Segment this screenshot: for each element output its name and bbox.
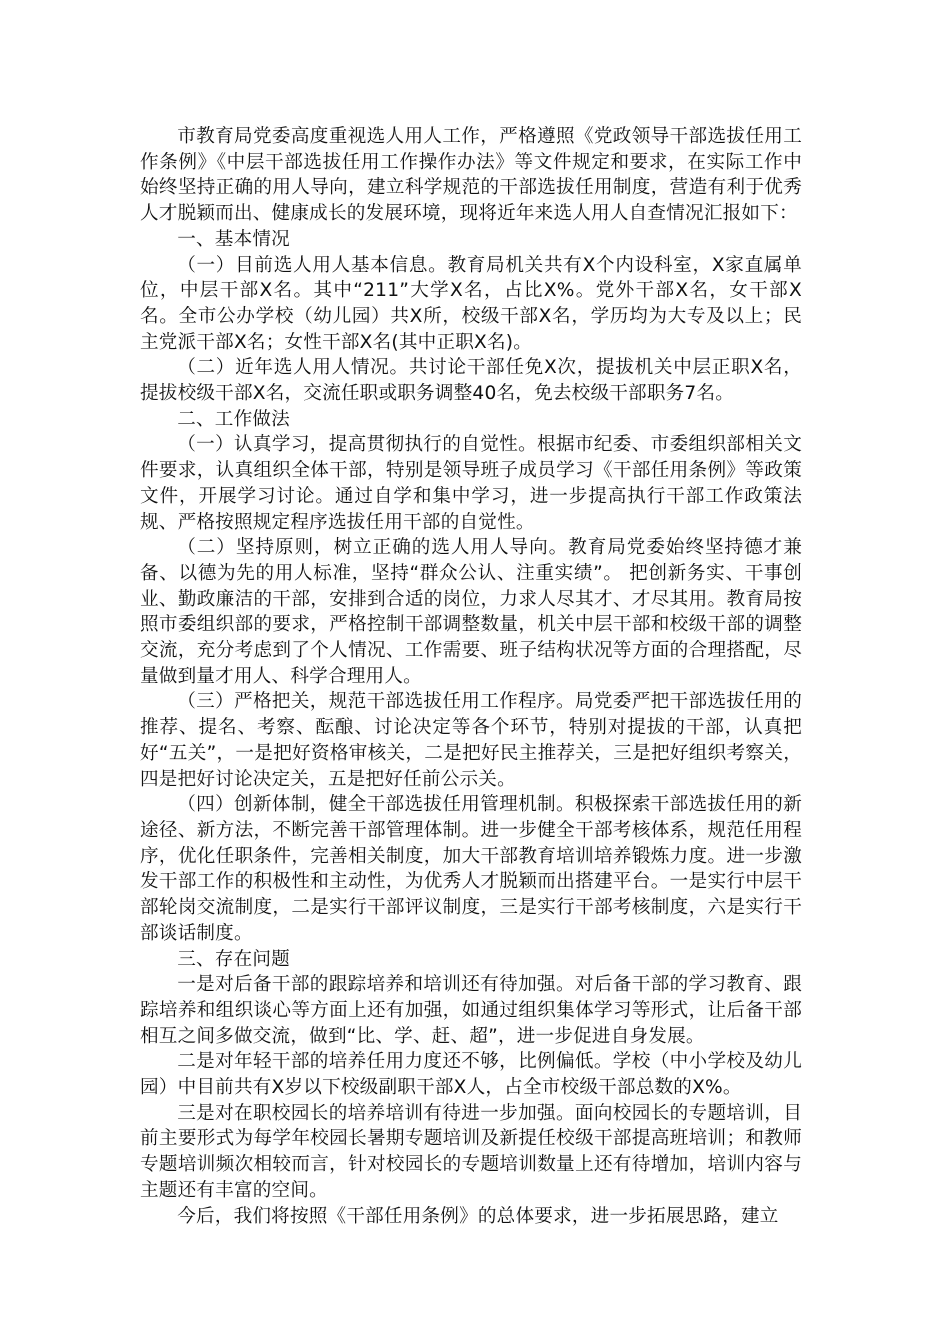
paragraph-innovation: （四）创新体制，健全干部选拔任用管理机制。积极探索干部选拔任用的新途径、新方法，不断完善干部管理体制。进一步健全干部考核体系，规范任用程序，优化任职条件，完善相关制度，加大干部教育培训培养锻炼力度。进一步激发干部工作的积极性和主动性，为优秀人才脱颖而出搭建平台。一是实行中层干部轮岗交流制度，二是实行干部评议制度，三是实行干部考核制度，六是实行干部谈话制度。 [140, 794, 802, 944]
paragraph-study: （一）认真学习，提高贯彻执行的自觉性。根据市纪委、市委组织部相关文件要求，认真组织全体干部，特别是领导班子成员学习《干部任用条例》等政策文件，开展学习讨论。通过自学和集中学习，进一步提高执行干部工作政策法规、严格按照规定程序选拔任用干部的自觉性。 [140, 434, 802, 533]
paragraph-principles: （二）坚持原则，树立正确的选人用人导向。教育局党委始终坚持德才兼备、以德为先的用人标准，坚持“群众公认、注重实绩”。 把创新务实、干事创业、勤政廉洁的干部，安排到合适的岗位，力求人尽其才、才尽其用。教育局按照市委组织部的要求，严格控制干部调整数量，机关中层干部和校级干部的调整交流，充分考虑到了个人情况、工作需要、班子结构状况等方面的合理搭配，尽量做到量才用人、科学合理用人。 [140, 537, 802, 687]
section-heading-problems: 三、存在问题 [177, 948, 290, 970]
paragraph-basic-info: （一）目前选人用人基本信息。教育局机关共有X个内设科室，X家直属单位，中层干部X名。其中“211”大学X名，占比X%。党外干部X名，女干部X名。全市公办学校（幼儿园）共X所，校级干部X名，学历均为大专及以上；民主党派干部X名；女性干部X名(其中正职X名)。 [140, 254, 802, 353]
paragraph-problem-principal-training: 三是对在职校园长的培养培训有待进一步加强。面向校园长的专题培训，目前主要形式为每学年校园长暑期专题培训及新提任校级干部提高班培训；和教师专题培训频次相较而言，针对校园长的专题培训数量上还有待增加，培训内容与主题还有丰富的空间。 [140, 1102, 802, 1201]
paragraph-problem-young-cadres: 二是对年轻干部的培养任用力度还不够，比例偏低。学校（中小学校及幼儿园）中目前共有X岁以下校级副职干部X人，占全市校级干部总数的X%。 [140, 1051, 802, 1099]
paragraph-procedures: （三）严格把关，规范干部选拔任用工作程序。局党委严把干部选拔任用的推荐、提名、考察、酝酿、讨论决定等各个环节，特别对提拔的干部，认真把好“五关”，一是把好资格审核关，二是把好民主推荐关，三是把好组织考察关，四是把好讨论决定关，五是把好任前公示关。 [140, 691, 802, 790]
section-heading-basic-situation: 一、基本情况 [177, 228, 290, 250]
paragraph-recent-appointments: （二）近年选人用人情况。共讨论干部任免X次，提拔机关中层正职X名，提拔校级干部X名，交流任职或职务调整40名，免去校级干部职务7名。 [140, 357, 802, 405]
paragraph-problem-reserve-cadres: 一是对后备干部的跟踪培养和培训还有待加强。对后备干部的学习教育、跟踪培养和组织谈心等方面上还有加强，如通过组织集体学习等形式，让后备干部相互之间多做交流，做到“比、学、赶、超”，进一步促进自身发展。 [140, 974, 802, 1047]
document-body [140, 124, 802, 1229]
intro-paragraph: 市教育局党委高度重视选人用人工作，严格遵照《党政领导干部选拔任用工作条例》《中层干部选拔任用工作操作办法》等文件规定和要求，在实际工作中始终坚持正确的用人导向，建立科学规范的干部选拔任用制度，营造有利于优秀人才脱颖而出、健康成长的发展环境，现将近年来选人用人自查情况汇报如下： [140, 126, 802, 225]
section-heading-work-methods: 二、工作做法 [177, 408, 290, 430]
paragraph-future-plans: 今后，我们将按照《干部任用条例》的总体要求，进一步拓展思路，建立 [177, 1205, 779, 1227]
